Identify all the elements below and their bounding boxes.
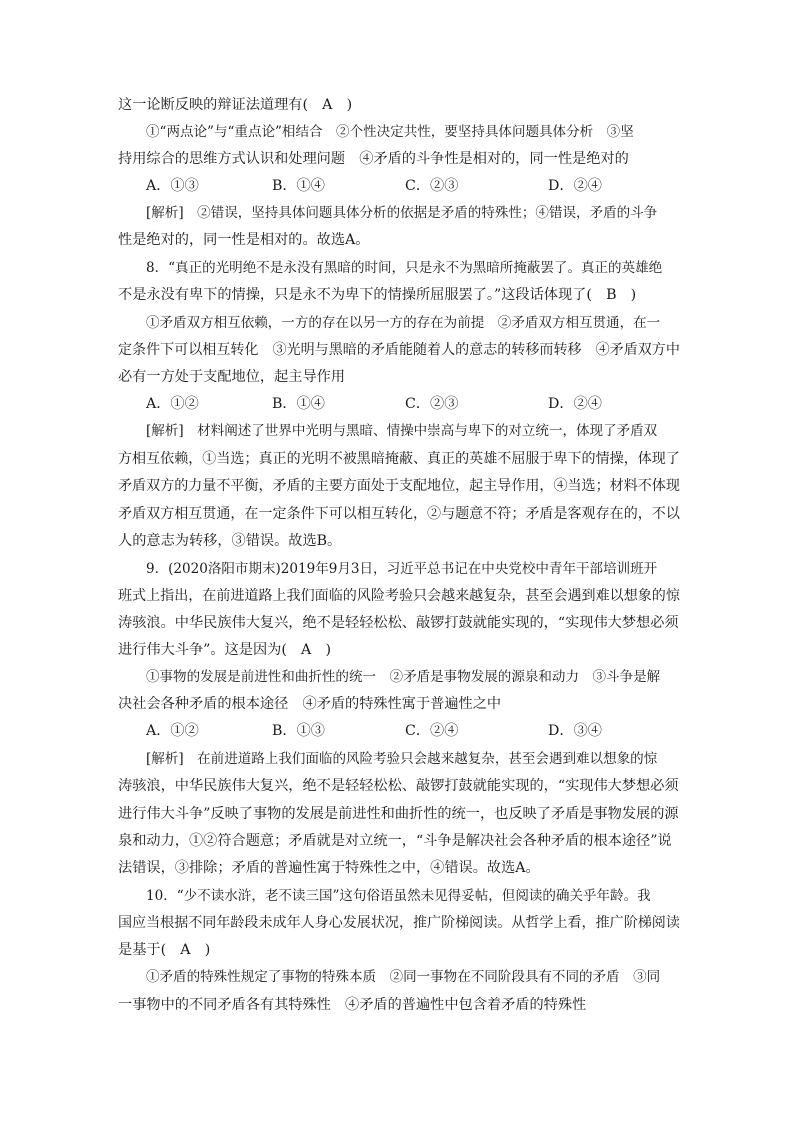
- q8-options-line-2: 定条件下可以相互转化 ③光明与黑暗的矛盾能随着人的意志的转移而转移 ④矛盾双方中: [118, 342, 680, 358]
- q8-analysis-line-3: 矛盾双方的力量不平衡，矛盾的主要方面处于支配地位，起主导作用，④当选；材料不体现: [118, 478, 680, 494]
- q9-analysis-line-2: 涛骇浪，中华民族伟大复兴，绝不是轻轻松松、敲锣打鼓就能实现的，“实现伟大梦想必须: [118, 778, 679, 794]
- q9-choice-d: D．③④: [548, 723, 602, 739]
- q9-stem-line-3: 涛骇浪。中华民族伟大复兴，绝不是轻轻松松、敲锣打鼓就能实现的，“实现伟大梦想必须: [118, 615, 679, 631]
- q7-analysis-line-1: [解析] ②错误，坚持具体问题具体分析的依据是矛盾的特殊性；④错误，矛盾的斗争: [146, 205, 658, 221]
- q7-analysis-line-2: 性是绝对的，同一性是相对的。故选A。: [118, 232, 370, 248]
- q9-stem-line-4: 进行伟大斗争”。这是因为( A ): [118, 642, 332, 658]
- q10-options-line-1: ①矛盾的特殊性规定了事物的特殊本质 ②同一事物在不同阶段具有不同的矛盾 ③同: [146, 969, 661, 985]
- q9-options-line-2: 决社会各种矛盾的根本途径 ④矛盾的特殊性寓于普遍性之中: [118, 696, 502, 712]
- q10-stem-line-3: 是基于( A ): [118, 942, 211, 958]
- q7-choice-b: B．①④: [272, 178, 325, 194]
- q8-choice-a: A．①②: [146, 396, 199, 412]
- q7-choice-a: A．①③: [146, 178, 199, 194]
- q9-choice-c: C．②④: [405, 723, 459, 739]
- q8-choice-c: C．②③: [405, 396, 459, 412]
- q8-stem-line-1: 8．“真正的光明绝不是永没有黑暗的时间，只是永不为黑暗所掩蔽罢了。真正的英雄绝: [146, 260, 663, 276]
- q9-stem-line-1: 9．(2020洛阳市期末)2019年9月3日，习近平总书记在中央党校中青年干部培训班开: [146, 561, 658, 577]
- q9-analysis-line-4: 泉和动力，①②符合题意；矛盾就是对立统一，“斗争是解决社会各种矛盾的根本途径”说: [118, 833, 672, 849]
- q7-stem: 这一论断反映的辩证法道理有( A ): [118, 97, 353, 113]
- q9-options-line-1: ①事物的发展是前进性和曲折性的统一 ②矛盾是事物发展的源泉和动力 ③斗争是解: [146, 669, 661, 685]
- q9-analysis-line-5: 法错误，③排除；矛盾的普遍性寓于特殊性之中，④错误。故选A。: [118, 860, 540, 876]
- q8-stem-line-2: 不是永没有卑下的情操，只是永不为卑下的情操所屈服罢了。”这段话体现了( B ): [118, 287, 637, 303]
- q9-choices: [146, 721, 686, 741]
- q8-options-line-1: ①矛盾双方相互依赖，一方的存在以另一方的存在为前提 ②矛盾双方相互贯通，在一: [146, 315, 661, 331]
- q8-analysis-line-5: 人的意志为转移，③错误。故选B。: [118, 533, 342, 549]
- q8-choice-d: D．②④: [548, 396, 602, 412]
- q7-options-line-1: ①“两点论”与“重点论”相结合 ②个性决定共性，要坚持具体问题具体分析 ③坚: [146, 124, 634, 140]
- q8-choice-b: B．①④: [272, 396, 325, 412]
- q8-analysis-line-1: [解析] 材料阐述了世界中光明与黑暗、情操中崇高与卑下的对立统一，体现了矛盾双: [146, 423, 658, 439]
- q10-stem-line-1: 10．“少不读水浒，老不读三国”这句俗语虽然未见得妥帖，但阅读的确关乎年龄。我: [146, 888, 651, 904]
- q9-choice-a: A．①②: [146, 723, 199, 739]
- q8-options-line-3: 必有一方处于支配地位，起主导作用: [118, 369, 346, 385]
- q8-analysis-line-4: 矛盾双方相互贯通，在一定条件下可以相互转化，②与题意不符；矛盾是客观存在的，不以: [118, 506, 680, 522]
- q8-analysis-line-2: 方相互依赖，①当选；真正的光明不被黑暗掩蔽、真正的英雄不屈服于卑下的情操，体现了: [118, 451, 680, 467]
- q7-choices: [146, 176, 686, 196]
- q9-analysis-line-1: [解析] 在前进道路上我们面临的风险考验只会越来越复杂，甚至会遇到难以想象的惊: [146, 751, 658, 767]
- q9-choice-b: B．①③: [272, 723, 325, 739]
- q10-options-line-2: 一事物中的不同矛盾各有其特殊性 ④矛盾的普遍性中包含着矛盾的特殊性: [118, 997, 587, 1013]
- q9-analysis-line-3: 进行伟大斗争”反映了事物的发展是前进性和曲折性的统一，也反映了矛盾是事物发展的源: [118, 806, 679, 822]
- q10-stem-line-2: 国应当根据不同年龄段未成年人身心发展状况，推广阶梯阅读。从哲学上看，推广阶梯阅读: [118, 915, 680, 931]
- q7-choice-d: D．②④: [548, 178, 602, 194]
- q7-choice-c: C．②③: [405, 178, 459, 194]
- q8-choices: [146, 394, 686, 414]
- q9-stem-line-2: 班式上指出，在前进道路上我们面临的风险考验只会越来越复杂，甚至会遇到难以想象的惊: [118, 588, 680, 604]
- q7-options-line-2: 持用综合的思维方式认识和处理问题 ④矛盾的斗争性是相对的，同一性是绝对的: [118, 151, 629, 167]
